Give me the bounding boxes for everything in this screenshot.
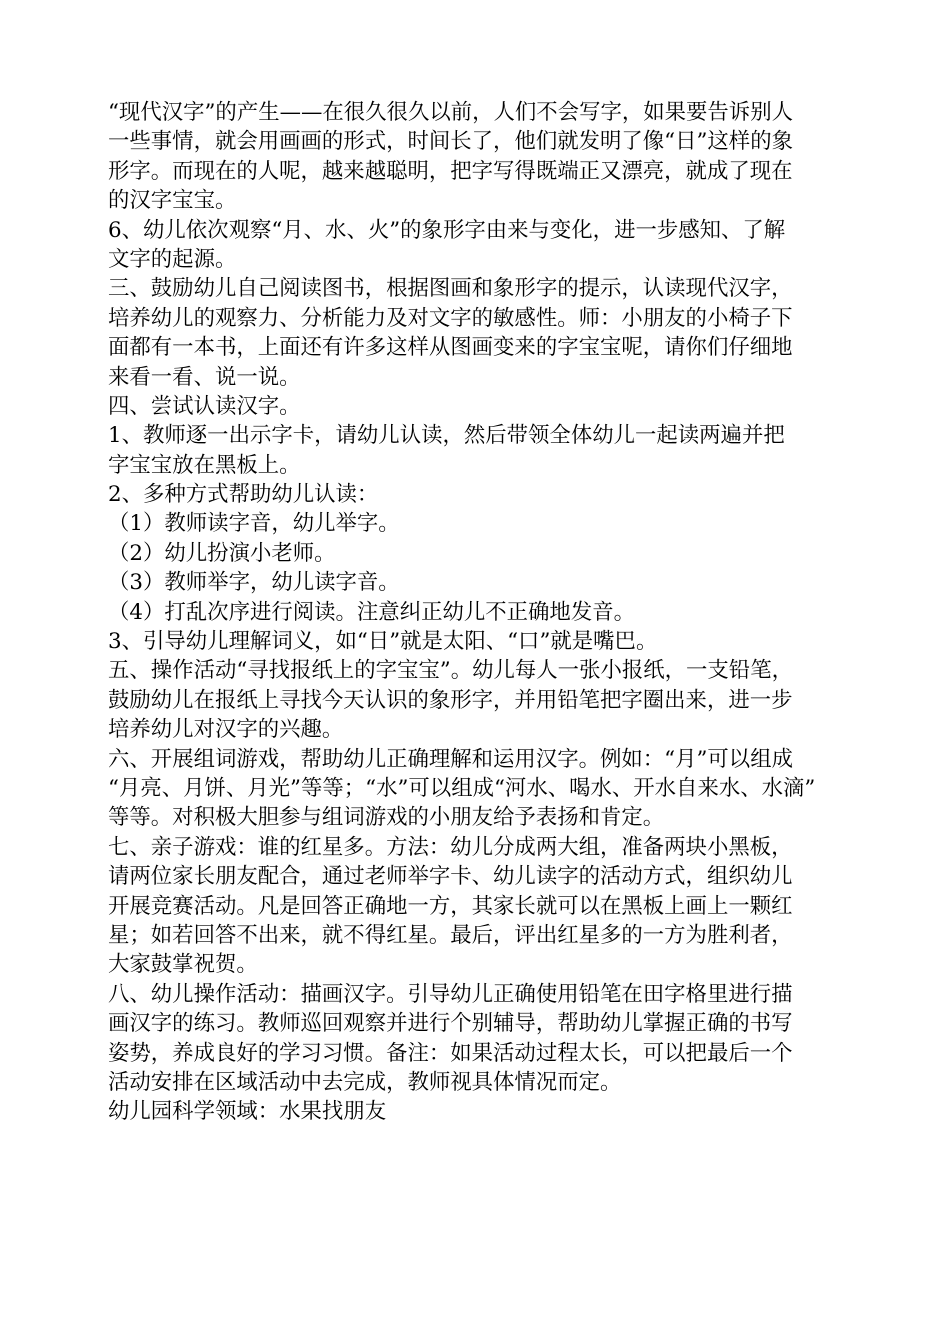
- text-line: 培养幼儿对汉字的兴趣。: [108, 717, 344, 743]
- text-line: 形字。而现在的人呢，越来越聪明，把字写得既端正又漂亮，就成了现在: [108, 158, 793, 184]
- text-line: 来看一看、说一说。: [108, 364, 301, 390]
- text-line: 开展竞赛活动。凡是回答正确地一方，其家长就可以在黑板上画上一颗红: [108, 893, 793, 919]
- text-line: “月亮、月饼、月光”等等；“水”可以组成“河水、喝水、开水自来水、水滴”: [108, 775, 816, 801]
- text-line: 培养幼儿的观察力、分析能力及对文字的敏感性。师：小朋友的小椅子下: [108, 305, 793, 331]
- document-body: [108, 98, 868, 1127]
- list-item: （2）幼儿扮演小老师。: [108, 540, 336, 566]
- text-line: 1、教师逐一出示字卡，请幼儿认读，然后带领全体幼儿一起读两遍并把: [108, 423, 785, 449]
- section-heading-5: 五、操作活动“寻找报纸上的字宝宝”。幼儿每人一张小报纸，一支铅笔，: [108, 658, 793, 684]
- list-item: （4）打乱次序进行阅读。注意纠正幼儿不正确地发音。: [108, 599, 635, 625]
- text-line: 文字的起源。: [108, 246, 237, 272]
- section-heading-7: 七、亲子游戏：谁的红星多。方法：幼儿分成两大组，准备两块小黑板，: [108, 834, 793, 860]
- text-line: 等等。对积极大胆参与组词游戏的小朋友给予表扬和肯定。: [108, 805, 665, 831]
- text-line: 字宝宝放在黑板上。: [108, 452, 301, 478]
- text-line: 鼓励幼儿在报纸上寻找今天认识的象形字，并用铅笔把字圈出来，进一步: [108, 687, 793, 713]
- text-line: 6、幼儿依次观察“月、水、火”的象形字由来与变化，进一步感知、了解: [108, 217, 786, 243]
- text-line: 面都有一本书，上面还有许多这样从图画变来的字宝宝呢，请你们仔细地: [108, 335, 793, 361]
- text-line: 请两位家长朋友配合，通过老师举字卡、幼儿读字的活动方式，组织幼儿: [108, 864, 793, 890]
- text-line: 的汉字宝宝。: [108, 188, 237, 214]
- section-heading-8: 八、幼儿操作活动：描画汉字。引导幼儿正确使用铅笔在田字格里进行描: [108, 981, 793, 1007]
- list-item: （1）教师读字音，幼儿举字。: [108, 511, 400, 537]
- text-line: 大家鼓掌祝贺。: [108, 952, 258, 978]
- text-line: 姿势，养成良好的学习习惯。备注：如果活动过程太长，可以把最后一个: [108, 1040, 793, 1066]
- text-line: 3、引导幼儿理解词义，如“日”就是太阳、“口”就是嘴巴。: [108, 629, 658, 655]
- section-heading-3: 三、鼓励幼儿自己阅读图书，根据图画和象形字的提示，认读现代汉字，: [108, 276, 793, 302]
- section-heading-4: 四、尝试认读汉字。: [108, 393, 301, 419]
- text-line: 画汉字的练习。教师巡回观察并进行个别辅导，帮助幼儿掌握正确的书写: [108, 1011, 793, 1037]
- text-line: “现代汉字”的产生——在很久很久以前，人们不会写字，如果要告诉别人: [108, 100, 793, 125]
- text-line: 2、多种方式帮助幼儿认读：: [108, 482, 379, 508]
- next-lesson-title: 幼儿园科学领域：水果找朋友: [108, 1099, 387, 1125]
- text-line: 活动安排在区域活动中去完成，教师视具体情况而定。: [108, 1069, 622, 1095]
- text-line: 一些事情，就会用画画的形式，时间长了，他们就发明了像“日”这样的象: [108, 129, 793, 155]
- section-heading-6: 六、开展组词游戏，帮助幼儿正确理解和运用汉字。例如：“月”可以组成: [108, 746, 793, 772]
- text-line: 星；如若回答不出来，就不得红星。最后，评出红星多的一方为胜利者，: [108, 922, 793, 948]
- list-item: （3）教师举字，幼儿读字音。: [108, 570, 400, 596]
